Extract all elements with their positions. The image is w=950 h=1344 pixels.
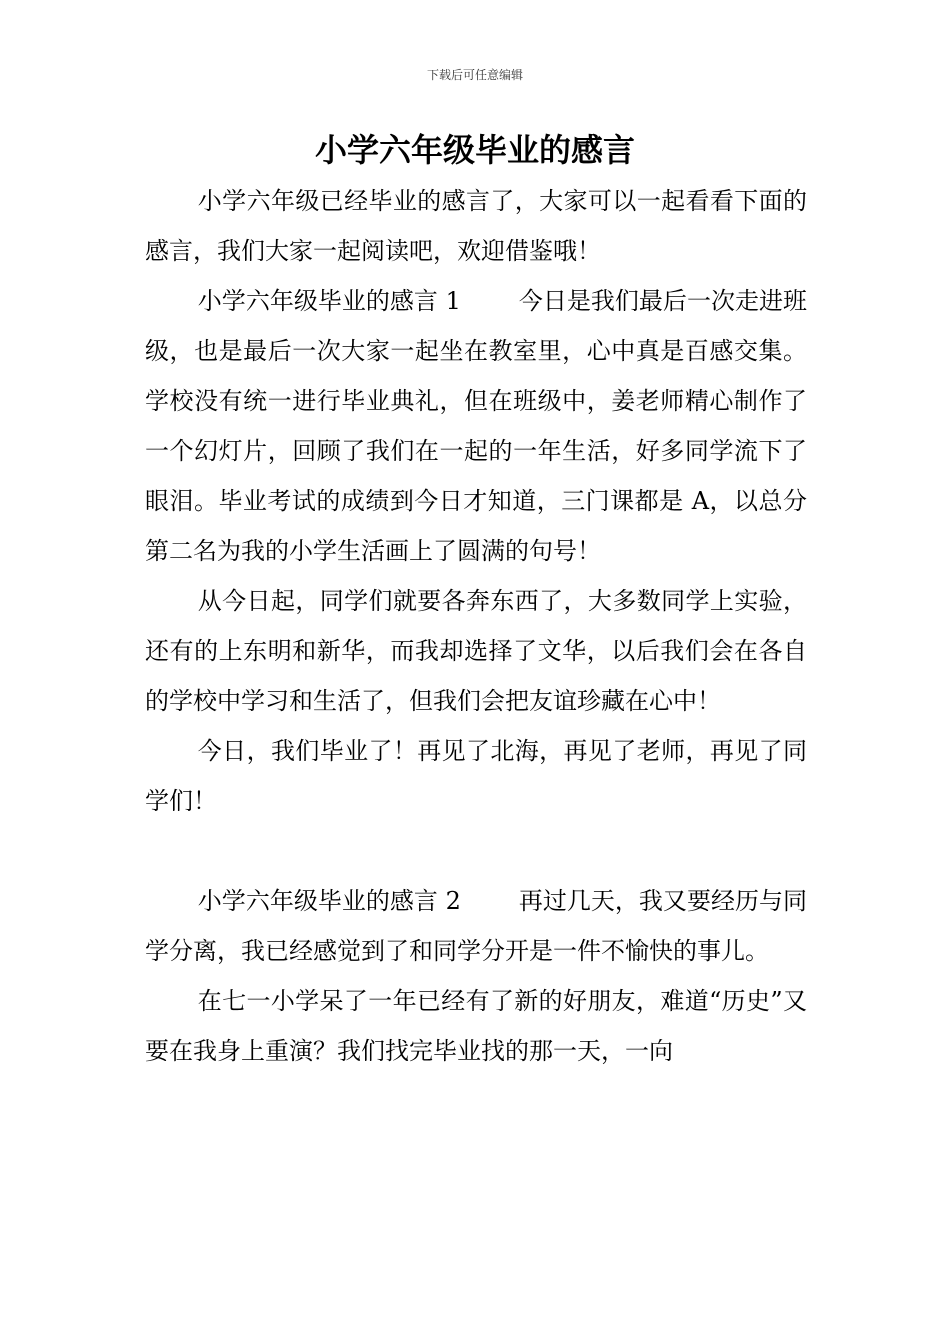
section-1-heading: 小学六年级毕业的感言 1 — [197, 287, 461, 315]
blank-line — [145, 826, 807, 876]
section-2-text: 再过几天，我又要经历与同学分离，我已经感觉到了和同学分开是一件不愉快的事儿。 — [145, 887, 807, 965]
paragraph-2: 从今日起，同学们就要各奔东西了，大多数同学上实验，还有的上东明和新华，而我却选择了文华，以后我们会在各自的学校中学习和生活了，但我们会把友谊珍藏在心中！ — [145, 587, 807, 715]
intro-paragraph: 小学六年级已经毕业的感言了，大家可以一起看看下面的感言，我们大家一起阅读吧，欢迎借鉴哦！ — [145, 187, 807, 265]
section-1-paragraph — [145, 276, 807, 576]
section-2-heading: 小学六年级毕业的感言 2 — [197, 887, 461, 915]
section-2-paragraph — [145, 876, 807, 976]
section-1-text: 今日是我们最后一次走进班级，也是最后一次大家一起坐在教室里，心中真是百感交集。学校没有统一进行毕业典礼，但在班级中，姜老师精心制作了一个幻灯片，回顾了我们在一起的一年生活，好多同学流下了眼泪。毕业考试的成绩到今日才知道，三门课都是 A，以总分第二名为我的小学生活画上了圆满的句号！ — [145, 287, 807, 565]
document-title: 小学六年级毕业的感言 — [314, 131, 635, 169]
document-body — [145, 176, 807, 1076]
header-note: 下载后可任意编辑 — [426, 68, 523, 82]
paragraph-3: 今日，我们毕业了！再见了北海，再见了老师，再见了同学们！ — [145, 737, 807, 815]
paragraph-5: 在七一小学呆了一年已经有了新的好朋友，难道“历史”又要在我身上重演？我们找完毕业找的那一天，一向 — [145, 987, 807, 1065]
